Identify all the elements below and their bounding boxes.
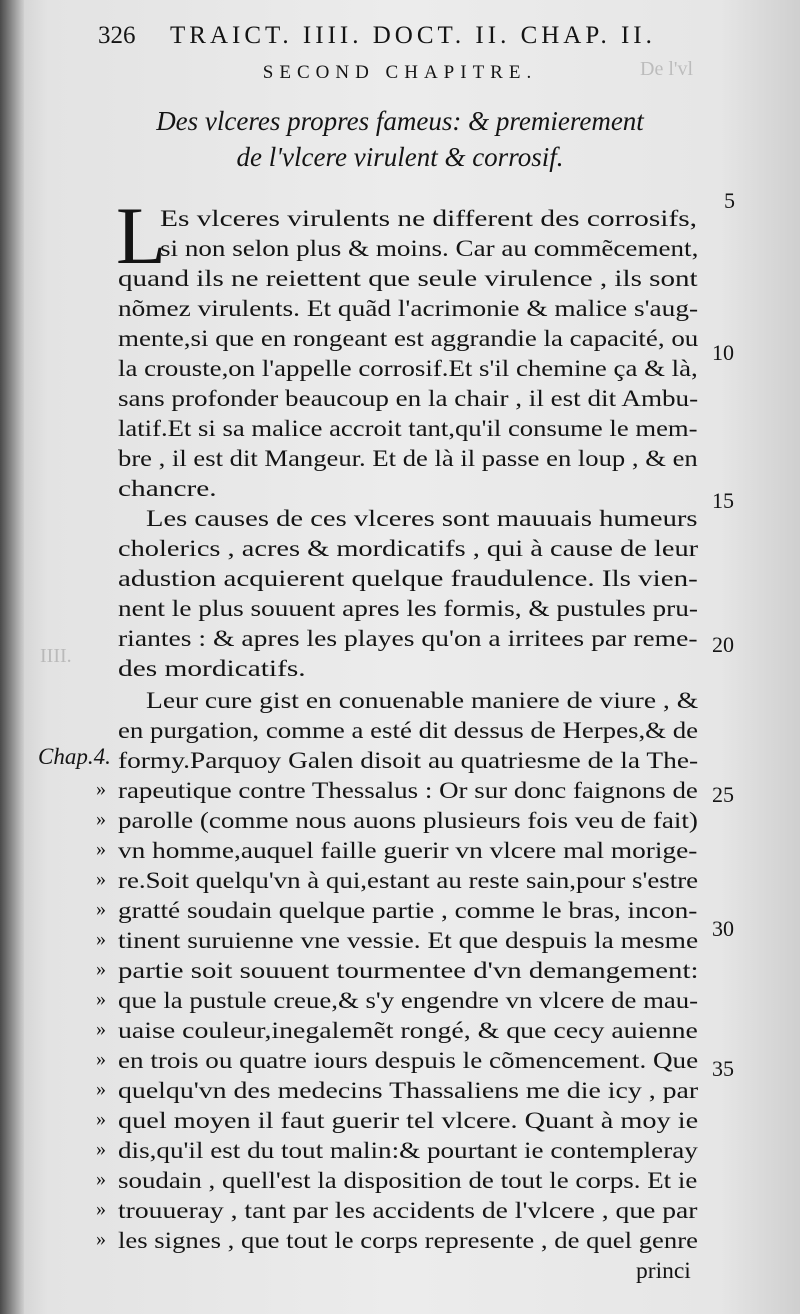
text-line: en trois ou quatre iours despuis le cõmencement. Que	[118, 1048, 699, 1074]
text-line: nõmez virulents. Et quãd l'acrimonie & malice s'aug-	[118, 296, 699, 322]
text-line: tinent suruienne vne vessie. Et que despuis la mesme	[118, 928, 699, 954]
page-gutter-shadow	[0, 0, 24, 1314]
running-head	[98, 22, 738, 54]
quotation-mark: »	[96, 838, 106, 860]
text-line: des mordicatifs.	[118, 656, 306, 682]
quotation-mark: »	[96, 1198, 106, 1220]
text-line: les signes , que tout le corps represente , de quel genre	[118, 1228, 698, 1254]
quotation-mark: »	[96, 1108, 106, 1130]
quotation-mark: »	[96, 1138, 106, 1160]
line-number: 25	[712, 782, 734, 807]
quotation-mark: »	[96, 1078, 106, 1100]
text-line: latif.Et si sa malice accroit tant,qu'il consume le mem-	[118, 416, 698, 442]
page-number: 326	[98, 22, 136, 49]
text-line: bre , il est dit Mangeur. Et de là il passe en loup , & en	[118, 446, 698, 472]
section-heading-line-1: Des vlceres propres fameus: & premierement	[156, 106, 644, 136]
text-line: dis,qu'il est du tout malin:& pourtant ie contempleray	[118, 1138, 698, 1164]
bleed-through-text: IIII.	[40, 645, 72, 667]
quotation-mark: »	[96, 1168, 106, 1190]
line-number: 5	[724, 188, 735, 213]
text-line: uaise couleur,inegalemẽt rongé, & que cecy auienne	[118, 1018, 698, 1044]
text-line: adustion acquierent quelque fraudulence. Ils vien-	[118, 566, 698, 592]
drop-cap: L	[116, 190, 167, 281]
chapter-title: SECOND CHAPITRE.	[262, 62, 538, 83]
text-line: chancre.	[118, 476, 217, 502]
text-line: la crouste,on l'appelle corrosif.Et s'il chemine ça & là,	[118, 356, 698, 382]
text-line: re.Soit quelqu'vn à qui,estant au reste sain,pour s'estre	[118, 868, 699, 894]
line-number: 35	[712, 1056, 734, 1081]
text-line: quelqu'vn des medecins Thassaliens me die icy , par	[118, 1078, 699, 1104]
quotation-mark: »	[96, 1048, 106, 1070]
quotation-mark: »	[96, 928, 106, 950]
quotation-mark: »	[96, 808, 106, 830]
text-line: Leur cure gist en conuenable maniere de viure , &	[146, 688, 699, 714]
margin-note: Chap.4.	[38, 744, 111, 769]
text-line: en purgation, comme a esté dit dessus de Herpes,& de	[118, 718, 699, 744]
text-line: Es vlceres virulents ne different des corrosifs,	[160, 206, 698, 232]
text-line: si non selon plus & moins. Car au commẽcement,	[160, 236, 699, 262]
quotation-mark: »	[96, 988, 106, 1010]
text-line: Les causes de ces vlceres sont mauuais humeurs	[146, 506, 698, 532]
line-number: 20	[712, 632, 734, 657]
line-number: 30	[712, 916, 734, 941]
quotation-mark: »	[96, 868, 106, 890]
text-line: parolle (comme nous auons plusieurs fois veu de fait)	[118, 808, 698, 834]
quotation-mark: »	[96, 1228, 106, 1250]
running-title: TRAICT. IIII. DOCT. II. CHAP. II.	[170, 22, 656, 49]
quotation-mark: »	[96, 898, 106, 920]
text-line: riantes : & apres les playes qu'on a irritees par reme-	[118, 626, 698, 652]
text-line: que la pustule creue,& s'y engendre vn vlcere de mau-	[118, 988, 699, 1014]
text-line: formy.Parquoy Galen disoit au quatriesme de la The-	[118, 748, 699, 774]
text-line: mente,si que en rongeant est aggrandie la capacité, ou	[118, 326, 699, 352]
text-line: sans profonder beaucoup en la chair , il est dit Ambu-	[118, 386, 699, 412]
text-line: gratté soudain quelque partie , comme le bras, incon-	[118, 898, 698, 924]
line-number: 10	[712, 340, 734, 365]
text-line: quel moyen il faut guerir tel vlcere. Quant à moy ie	[118, 1108, 699, 1134]
quotation-mark: »	[96, 1018, 106, 1040]
text-line: princi	[636, 1258, 691, 1284]
quotation-mark: »	[96, 958, 106, 980]
text-line: trouueray , tant par les accidents de l'vlcere , que par	[118, 1198, 698, 1224]
text-line: cholerics , acres & mordicatifs , qui à cause de leur	[118, 536, 699, 562]
text-line: partie soit souuent tourmentee d'vn demangement:	[118, 958, 699, 984]
text-line: quand ils ne reiettent que seule virulence , ils sont	[118, 266, 698, 292]
text-line: soudain , quell'est la disposition de tout le corps. Et ie	[118, 1168, 698, 1194]
quotation-mark: »	[96, 778, 106, 800]
text-line: rapeutique contre Thessalus : Or sur donc faignons de	[118, 778, 698, 804]
text-line: nent le plus souuent apres les formis, & pustules pru-	[118, 596, 698, 622]
section-heading-line-2: de l'vlcere virulent & corrosif.	[236, 142, 564, 172]
text-line: vn homme,auquel faille guerir vn vlcere mal morige-	[118, 838, 698, 864]
line-number: 15	[712, 488, 734, 513]
bleed-through-text: De l'vl	[640, 58, 694, 80]
